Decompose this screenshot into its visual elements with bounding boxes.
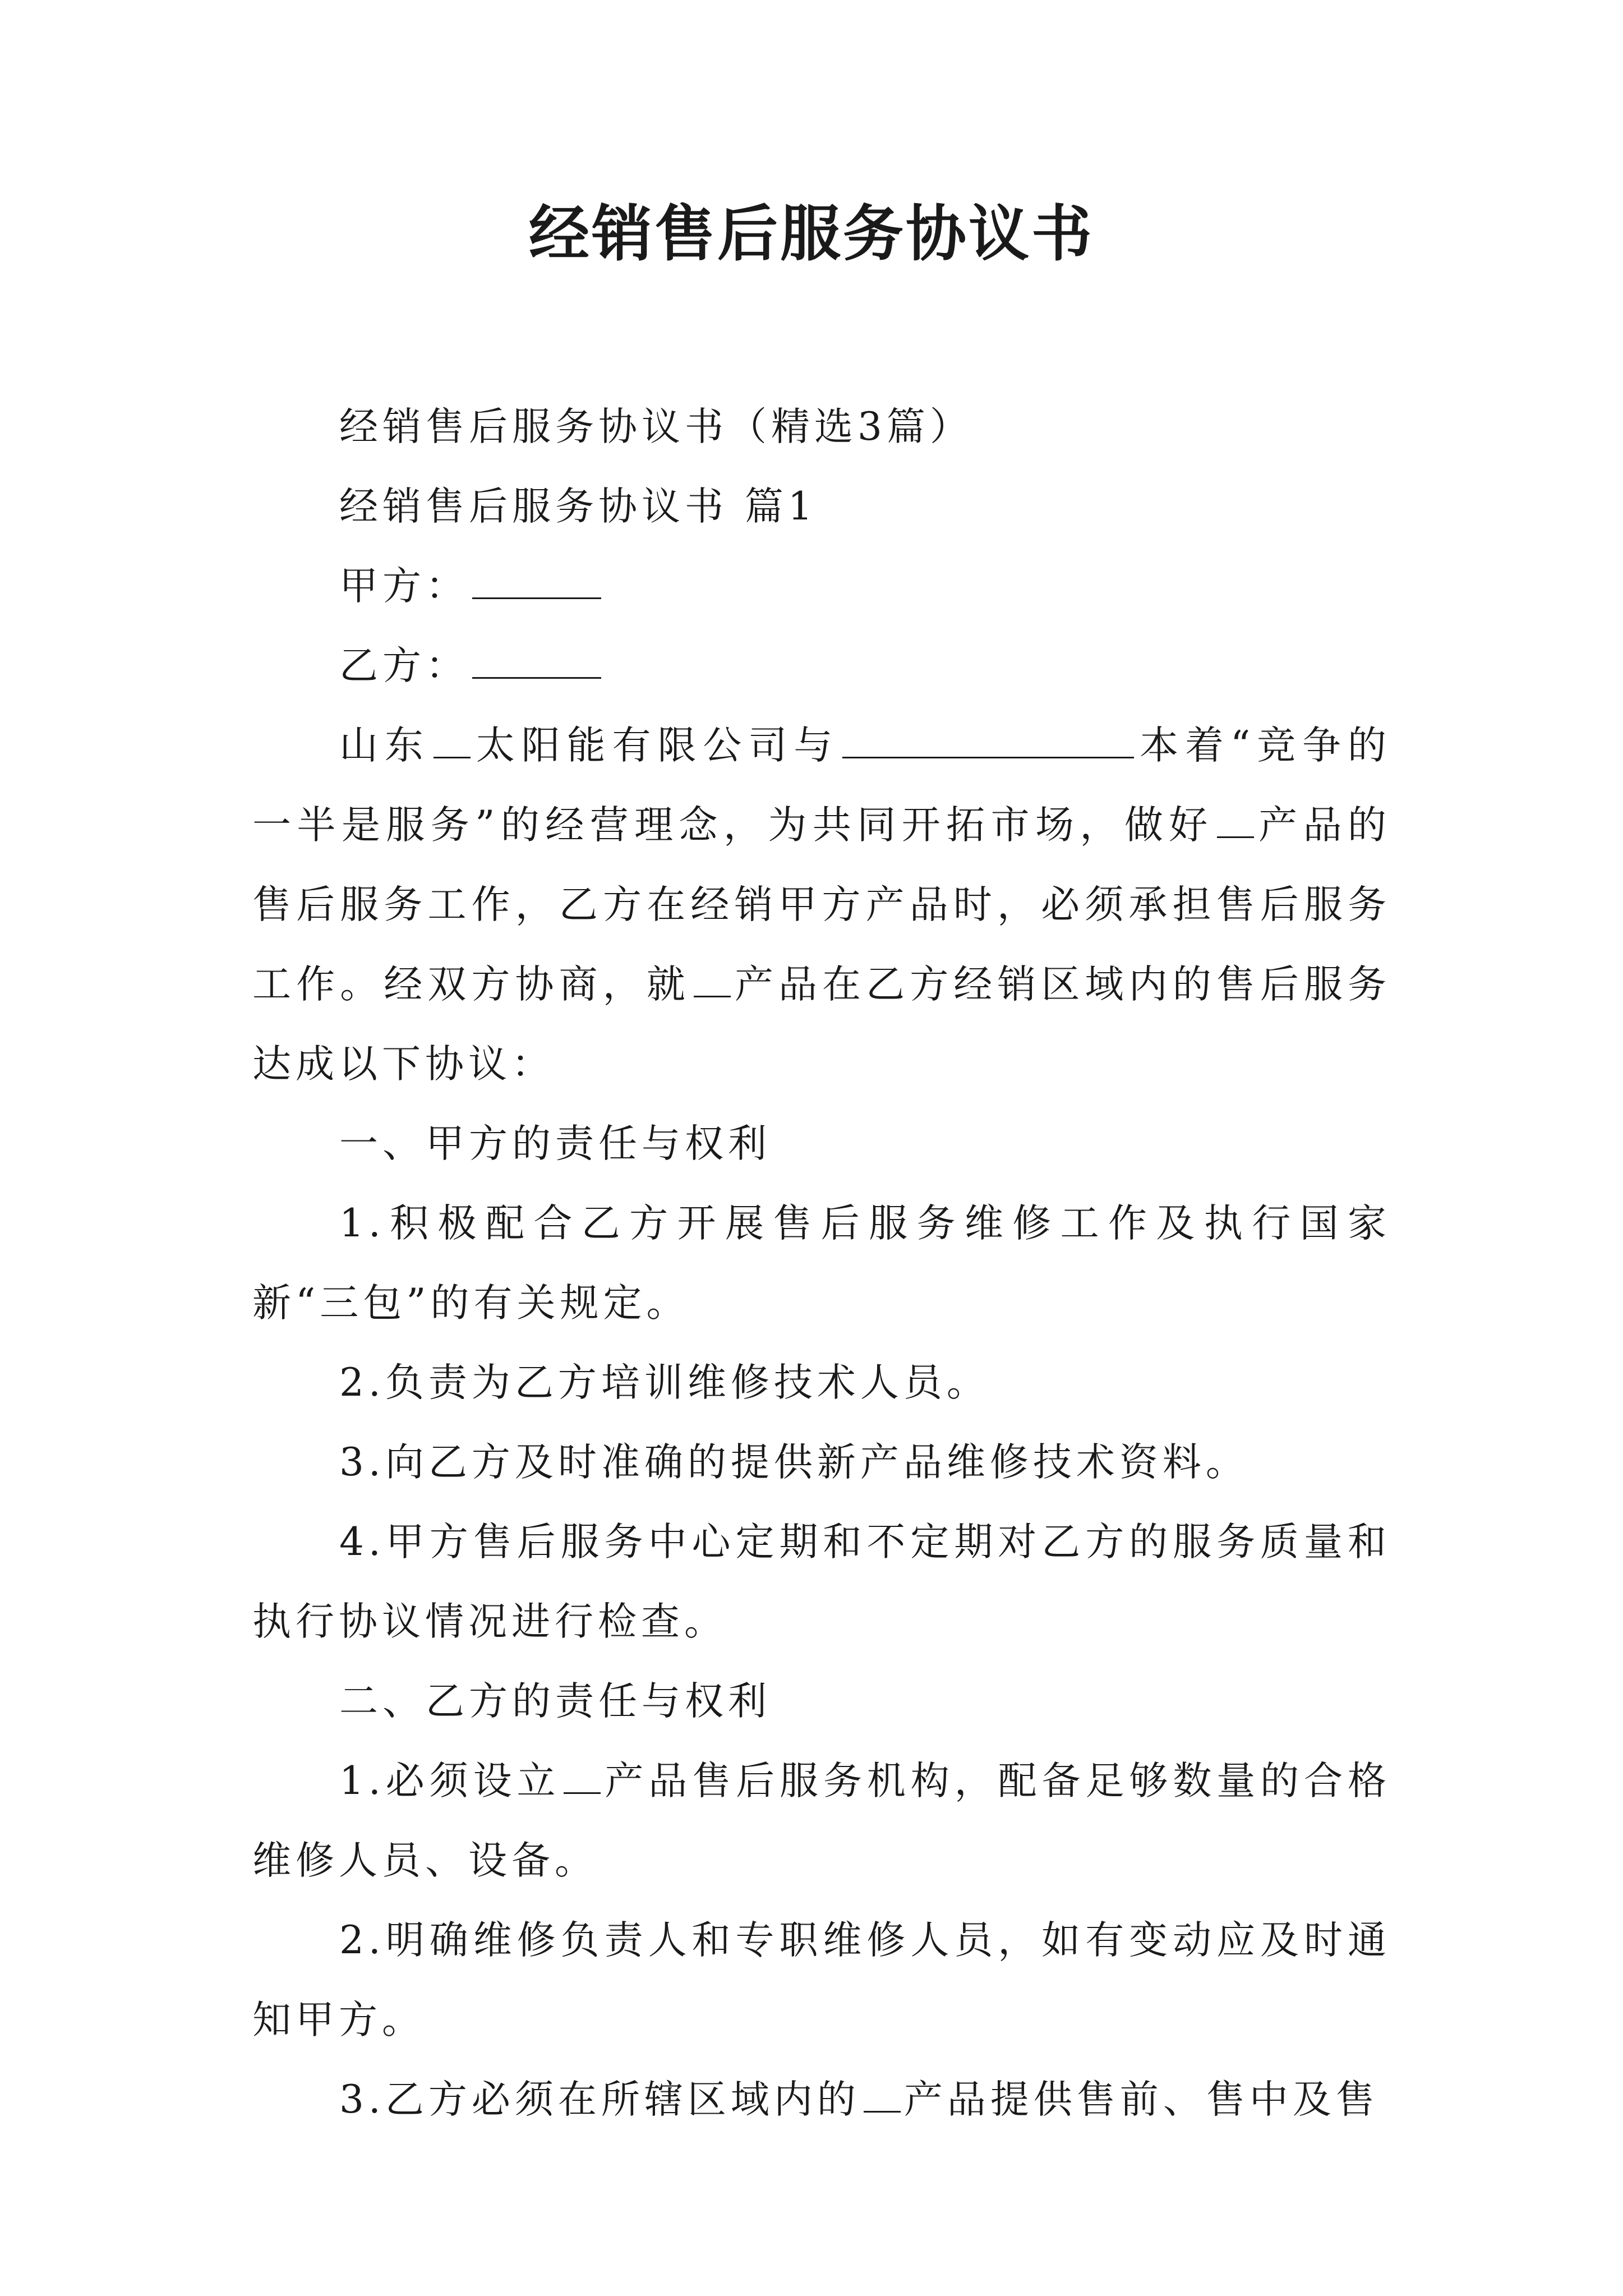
paragraph-text: 2.明确维修负责人和专职维修人员，如有变动应及时通知甲方。 xyxy=(252,1918,1391,2042)
paragraph-text: 1.积极配合乙方开展售后服务维修工作及执行国家新“三包”的有关规定。 xyxy=(252,1201,1391,1326)
paragraph-text: 2.负责为乙方培训维修技术人员。 xyxy=(339,1360,990,1405)
clause-paragraph xyxy=(252,1184,1391,1343)
fill-blank xyxy=(694,963,731,997)
document-body xyxy=(252,387,1391,2139)
paragraph-text: 经销售后服务协议书 篇1 xyxy=(339,484,817,529)
paragraph-text: 经销售后服务协议书（精选3篇） xyxy=(339,404,973,449)
fill-blank xyxy=(434,724,471,758)
paragraph-text: 4.甲方售后服务中心定期和不定期对乙方的服务质量和执行协议情况进行检查。 xyxy=(252,1520,1391,1644)
section-heading xyxy=(252,1104,1391,1184)
fill-blank xyxy=(564,1760,601,1794)
party-a-line xyxy=(252,546,1391,626)
paragraph-text: 山东 xyxy=(339,723,430,768)
paragraph-text: 一、甲方的责任与权利 xyxy=(339,1121,771,1166)
paragraph-text: 二、乙方的责任与权利 xyxy=(339,1679,771,1724)
party-b-line xyxy=(252,626,1391,706)
intro-paragraph xyxy=(252,706,1391,1104)
clause-paragraph xyxy=(252,1423,1391,1502)
paragraph-text: 产品售后服务机构，配备足够数量的合格维修人员、设备。 xyxy=(252,1759,1391,1883)
paragraph-text: 产品的售后服务工作，乙方在经销甲方产品时，必须承担售后服务工作。经双方协商，就 xyxy=(252,803,1391,1007)
fill-blank xyxy=(864,2078,901,2113)
paragraph-text: 太阳能有限公司与 xyxy=(473,723,840,768)
fill-blank xyxy=(842,724,1134,758)
subtitle-paragraph xyxy=(252,387,1391,467)
paragraph-text: 3.乙方必须在所辖区域内的 xyxy=(339,2077,860,2122)
fill-blank xyxy=(1217,804,1254,838)
party-a-label: 甲方： xyxy=(339,564,469,609)
clause-paragraph xyxy=(252,1502,1391,1662)
clause-paragraph xyxy=(252,1741,1391,1901)
section-heading xyxy=(252,1662,1391,1741)
paragraph-text: 产品提供售前、售中及售 xyxy=(903,2077,1379,2122)
party-b-label: 乙方： xyxy=(339,643,469,688)
section-heading xyxy=(252,467,1391,546)
clause-paragraph xyxy=(252,1343,1391,1423)
party-b-blank xyxy=(472,645,601,679)
paragraph-text: 3.向乙方及时准确的提供新产品维修技术资料。 xyxy=(339,1440,1249,1485)
document-title: 经销售后服务协议书 xyxy=(528,199,1094,269)
clause-paragraph xyxy=(252,2060,1391,2139)
paragraph-text: 产品在乙方经销区域内的售后服务达成以下协议： xyxy=(252,962,1391,1087)
clause-paragraph xyxy=(252,1901,1391,2060)
party-a-blank xyxy=(472,565,601,599)
paragraph-text: 1.必须设立 xyxy=(339,1759,561,1803)
paragraph-text: 本着“竞争的一半是服务”的经营理念，为共同开拓市场，做好 xyxy=(252,723,1391,848)
